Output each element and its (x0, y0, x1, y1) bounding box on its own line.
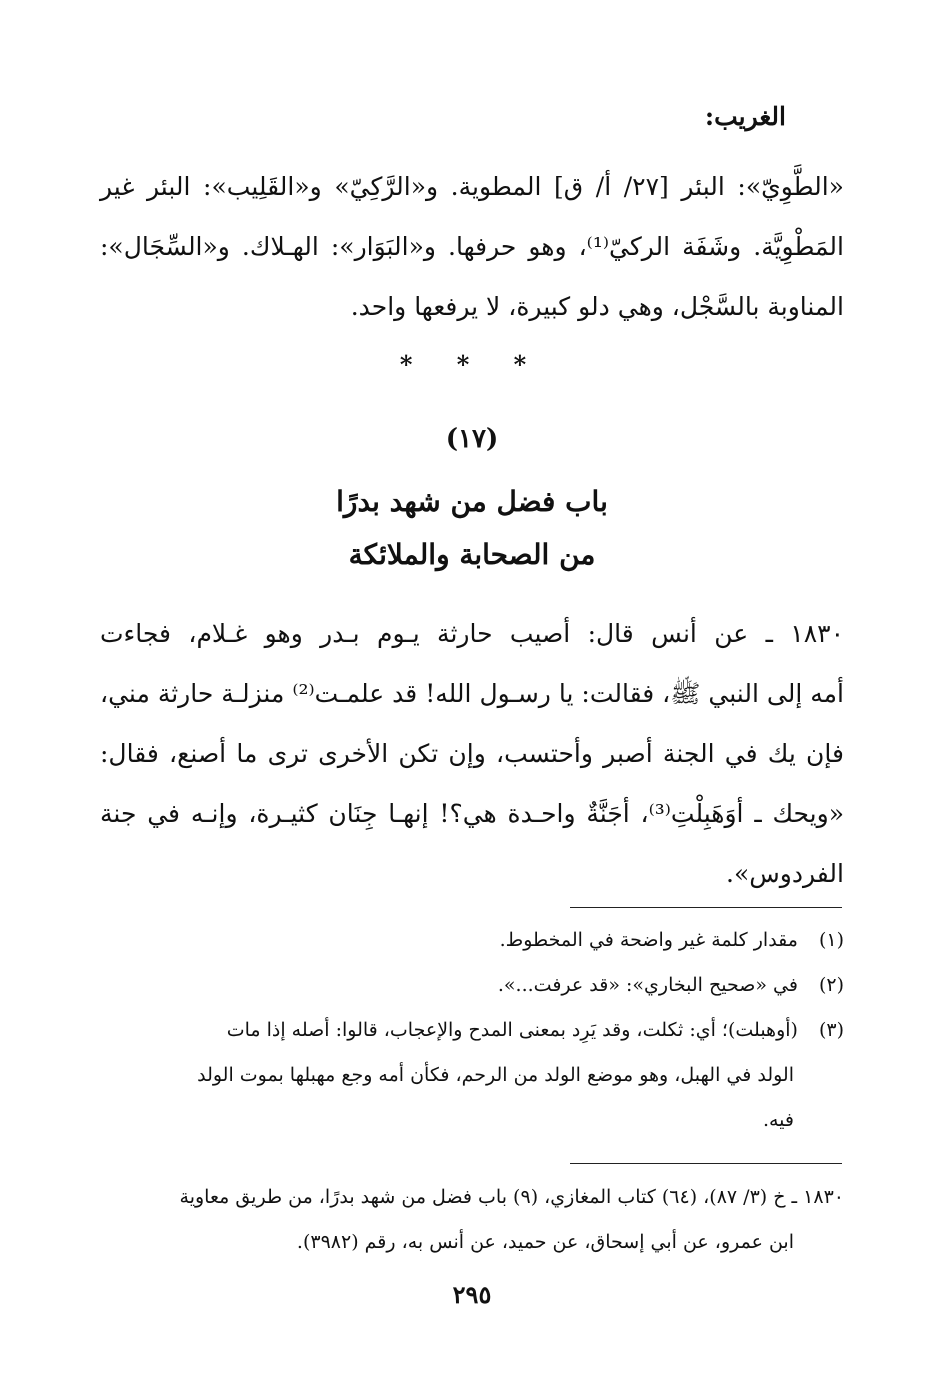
chapter-number: (١٧) (445, 424, 499, 454)
source-line: ابن عمرو، عن أبي إسحاق، عن حميد، عن أنس به، رقم (٣٩٨٢). (296, 1231, 794, 1253)
footnote-number: (٢) (818, 974, 844, 996)
footnote-text-continued: فيه. (762, 1109, 794, 1131)
footnote (100, 918, 844, 963)
footnote-divider (570, 907, 842, 908)
footnote-text: مقدار كلمة غير واضحة في المخطوط. (499, 929, 798, 951)
gharib-line: «الطَّوِيّ»: البئر [٢٧/ أ/ ق] المطوية. و«الرَّكِيّ» و«القَلِيب»: البئر غير (100, 172, 844, 201)
footnote (100, 963, 844, 1008)
gharib-line: المَطْوِيَّة. وشَفَة الركيّ⁽¹⁾، وهو حرفها. و«البَوَار»: الهـلاك. و«السِّجَال»: (100, 232, 845, 261)
footnote-text-continued: الولد في الهبل، وهو موضع الولد من الرحم، فكأن أمه وجع مهبلها بموت الولد (197, 1064, 794, 1086)
hadith-line: «ويحك ـ أوَهَبِلْتِ⁽³⁾، أجَنَّةٌ واحـدة هي؟! إنهـا جِنَان كثيـرة، وإنـه في جنة (100, 799, 844, 828)
source-line: ١٨٣٠ ـ خ (٣/ ٨٧)، (٦٤) كتاب المغازي، (٩) باب فضل من شهد بدرًا، من طريق معاوية (179, 1186, 844, 1208)
footnote-number: (١) (818, 929, 844, 951)
hadith-paragraph (100, 604, 844, 904)
footnote-text: في «صحيح البخاري»: «قد عرفت...». (497, 974, 798, 996)
gharib-paragraph (100, 157, 844, 337)
hadith-line: فإن يك في الجنة أصبر وأحتسب، وإن تكن الأخرى ترى ما أصنع، فقال: (100, 739, 844, 768)
footnote-text: (أوهبلت)؛ أي: ثكلت، وقد يَرِد بمعنى المدح والإعجاب، قالوا: أصله إذا مات (226, 1019, 798, 1041)
footnotes (100, 918, 844, 1143)
source-divider (570, 1163, 842, 1164)
source-reference (100, 1175, 844, 1265)
gharib-heading: الغريب: (704, 102, 786, 131)
hadith-line: ١٨٣٠ ـ عن أنس قال: أصيب حارثة يـوم بـدر وهو غـلام، فجاءت (100, 619, 844, 648)
section-separator: * * * (399, 350, 545, 379)
footnote-number: (٣) (818, 1019, 844, 1041)
footnote (100, 1008, 844, 1143)
gharib-line: المناوبة بالسَّجْل، وهي دلو كبيرة، لا يرفعها واحد. (350, 292, 844, 321)
chapter-title-line-1: باب فضل من شهد بدرًا (336, 485, 608, 518)
hadith-line: أمه إلى النبي ﷺ، فقالت: يا رسـول الله! قد علمـت⁽²⁾ منزلـة حارثة مني، (100, 679, 844, 708)
hadith-line: الفردوس». (726, 859, 844, 888)
chapter-title-line-2: من الصحابة والملائكة (348, 538, 596, 571)
page-number: ٢٩٥ (452, 1280, 492, 1309)
